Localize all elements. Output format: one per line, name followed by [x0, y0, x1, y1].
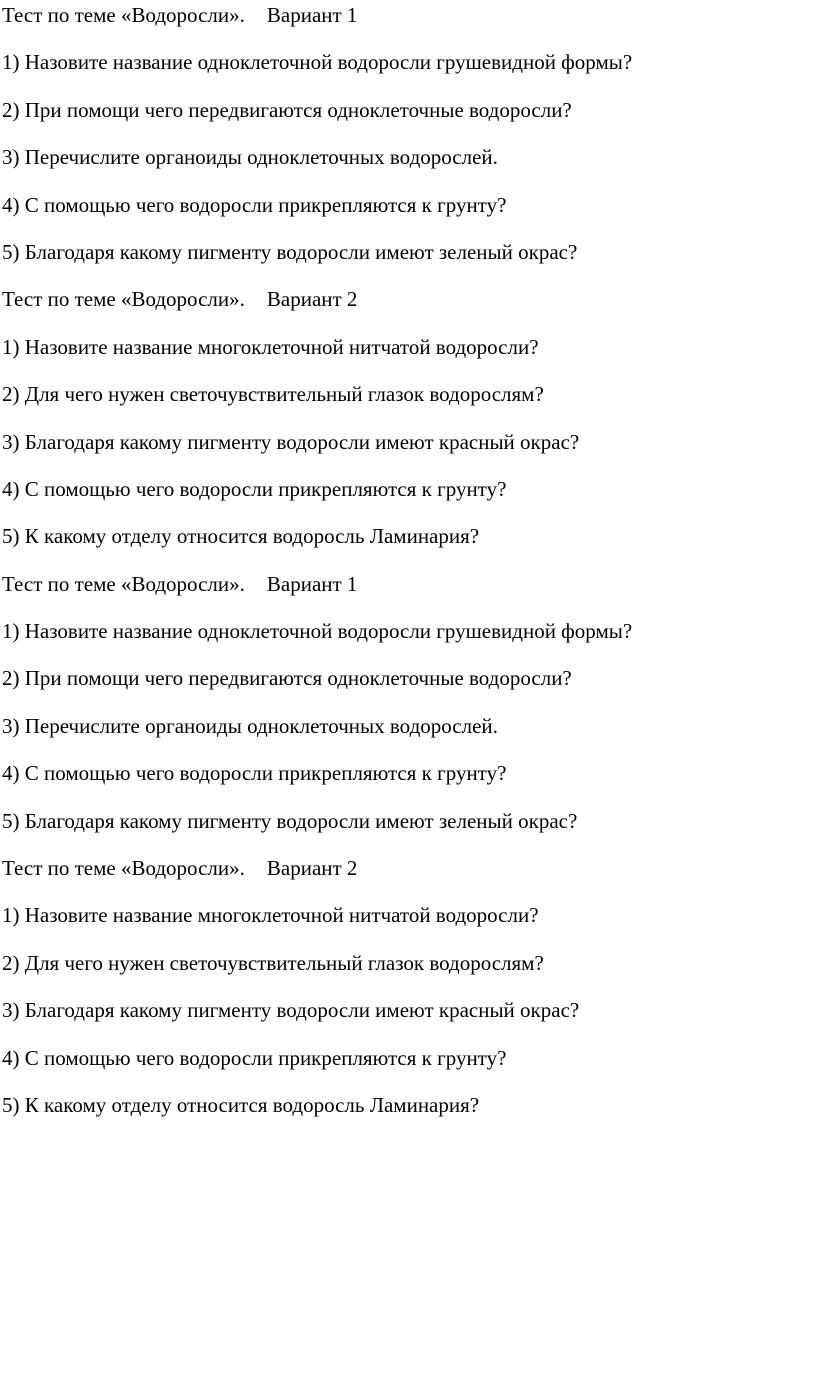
question: 1) Назовите название одноклеточной водоросли грушевидной формы? — [2, 50, 633, 75]
question: 2) Для чего нужен светочувствительный глазок водорослям? — [2, 950, 544, 975]
question: 2) При помощи чего передвигаются одноклеточные водоросли? — [2, 666, 572, 691]
test-variant: Вариант 1 — [266, 571, 358, 596]
test-title: Тест по теме «Водоросли». — [2, 571, 245, 596]
test-variant: Вариант 2 — [266, 287, 358, 312]
test-heading — [2, 284, 812, 331]
question: 4) С помощью чего водоросли прикрепляются к грунту? — [2, 476, 507, 501]
question: 1) Назовите название многоклеточной нитчатой водоросли? — [2, 903, 539, 928]
question: 2) Для чего нужен светочувствительный глазок водорослям? — [2, 382, 544, 407]
test-heading — [2, 569, 812, 616]
question: 1) Назовите название многоклеточной нитчатой водоросли? — [2, 334, 539, 359]
question: 4) С помощью чего водоросли прикрепляются к грунту? — [2, 761, 507, 786]
question: 5) Благодаря какому пигменту водоросли имеют зеленый окрас? — [2, 808, 578, 833]
question: 2) При помощи чего передвигаются одноклеточные водоросли? — [2, 97, 572, 122]
question: 1) Назовите название одноклеточной водоросли грушевидной формы? — [2, 619, 633, 644]
document-body — [2, 0, 812, 1137]
question: 5) Благодаря какому пигменту водоросли имеют зеленый окрас? — [2, 239, 578, 264]
question: 3) Перечислите органоиды одноклеточных водорослей. — [2, 713, 498, 738]
test-title: Тест по теме «Водоросли». — [2, 287, 245, 312]
question: 4) С помощью чего водоросли прикрепляются к грунту? — [2, 1045, 507, 1070]
question: 3) Благодаря какому пигменту водоросли имеют красный окрас? — [2, 429, 580, 454]
test-heading — [2, 853, 812, 900]
question: 3) Перечислите органоиды одноклеточных водорослей. — [2, 145, 498, 170]
question: 4) С помощью чего водоросли прикрепляются к грунту? — [2, 192, 507, 217]
test-title: Тест по теме «Водоросли». — [2, 856, 245, 881]
test-variant: Вариант 1 — [266, 3, 358, 27]
test-heading — [2, 0, 812, 47]
question: 3) Благодаря какому пигменту водоросли имеют красный окрас? — [2, 998, 580, 1023]
test-variant: Вариант 2 — [266, 856, 358, 881]
question: 5) К какому отделу относится водоросль Ламинария? — [2, 1092, 480, 1117]
test-title: Тест по теме «Водоросли». — [2, 3, 245, 27]
question: 5) К какому отделу относится водоросль Ламинария? — [2, 524, 480, 549]
